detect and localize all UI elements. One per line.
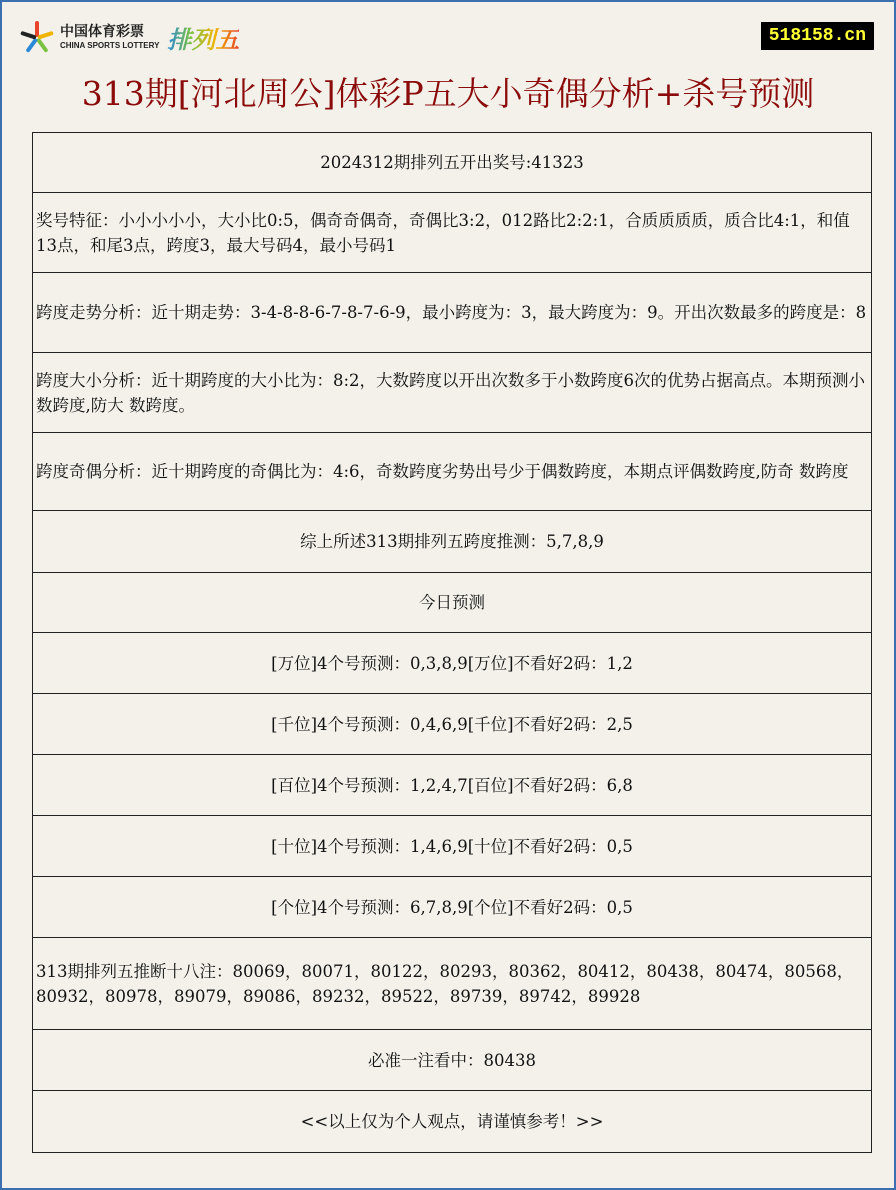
table-row [33,433,872,511]
table-cell: 跨度奇偶分析：近十期跨度的奇偶比为：4:6，奇数跨度劣势出号少于偶数跨度，本期点评偶数跨度,防奇 数跨度 [33,433,872,511]
lottery-logo [20,20,239,55]
table-cell: 必准一注看中：80438 [33,1030,872,1091]
table-cell: [千位]4个号预测：0,4,6,9[千位]不看好2码：2,5 [33,694,872,755]
table-cell: [万位]4个号预测：0,3,8,9[万位]不看好2码：1,2 [33,633,872,694]
logo-en-text: CHINA SPORTS LOTTERY [60,41,160,50]
analysis-table [32,132,872,1153]
table-cell: 2024312期排列五开出奖号:41323 [33,133,872,193]
table-cell: [百位]4个号预测：1,2,4,7[百位]不看好2码：6,8 [33,755,872,816]
table-row [33,511,872,573]
table-row [33,755,872,816]
site-badge[interactable]: 518158.cn [761,22,874,50]
table-row [33,573,872,633]
table-row [33,133,872,193]
table-row [33,273,872,353]
table-row [33,633,872,694]
table-cell: <<以上仅为个人观点，请谨慎参考！>> [33,1091,872,1153]
table-cell: 奖号特征：小小小小小，大小比0:5，偶奇奇偶奇，奇偶比3:2，012路比2:2:1，合质质质质，质合比4:1，和值13点，和尾3点，跨度3，最大号码4，最小号码1 [33,193,872,273]
table-cell: 跨度大小分析：近十期跨度的大小比为：8:2，大数跨度以开出次数多于小数跨度6次的优势占据高点。本期预测小数跨度,防大 数跨度。 [33,353,872,433]
table-row [33,877,872,938]
table-cell: [个位]4个号预测：6,7,8,9[个位]不看好2码：0,5 [33,877,872,938]
table-cell: 跨度走势分析：近十期走势：3-4-8-8-6-7-8-7-6-9，最小跨度为：3，最大跨度为：9。开出次数最多的跨度是：8 [33,273,872,353]
table-cell: [十位]4个号预测：1,4,6,9[十位]不看好2码：0,5 [33,816,872,877]
table-row [33,816,872,877]
table-row [33,1091,872,1153]
table-cell: 今日预测 [33,573,872,633]
table-row [33,353,872,433]
lottery-star-icon [20,21,54,55]
table-cell: 综上所述313期排列五跨度推测：5,7,8,9 [33,511,872,573]
logo-cn-text: 中国体育彩票 [60,24,144,40]
table-row [33,694,872,755]
table-row [33,1030,872,1091]
page-title: 313期[河北周公]体彩P五大小奇偶分析+杀号预测 [81,74,815,113]
table-row [33,938,872,1030]
table-cell: 313期排列五推断十八注：80069，80071，80122，80293，80362，80412，80438，80474，80568，80932，80978，89079，89086，89232，89522，89739，89742，89928 [33,938,872,1030]
logo-game-text: 排列五 [167,20,239,55]
table-row [33,193,872,273]
